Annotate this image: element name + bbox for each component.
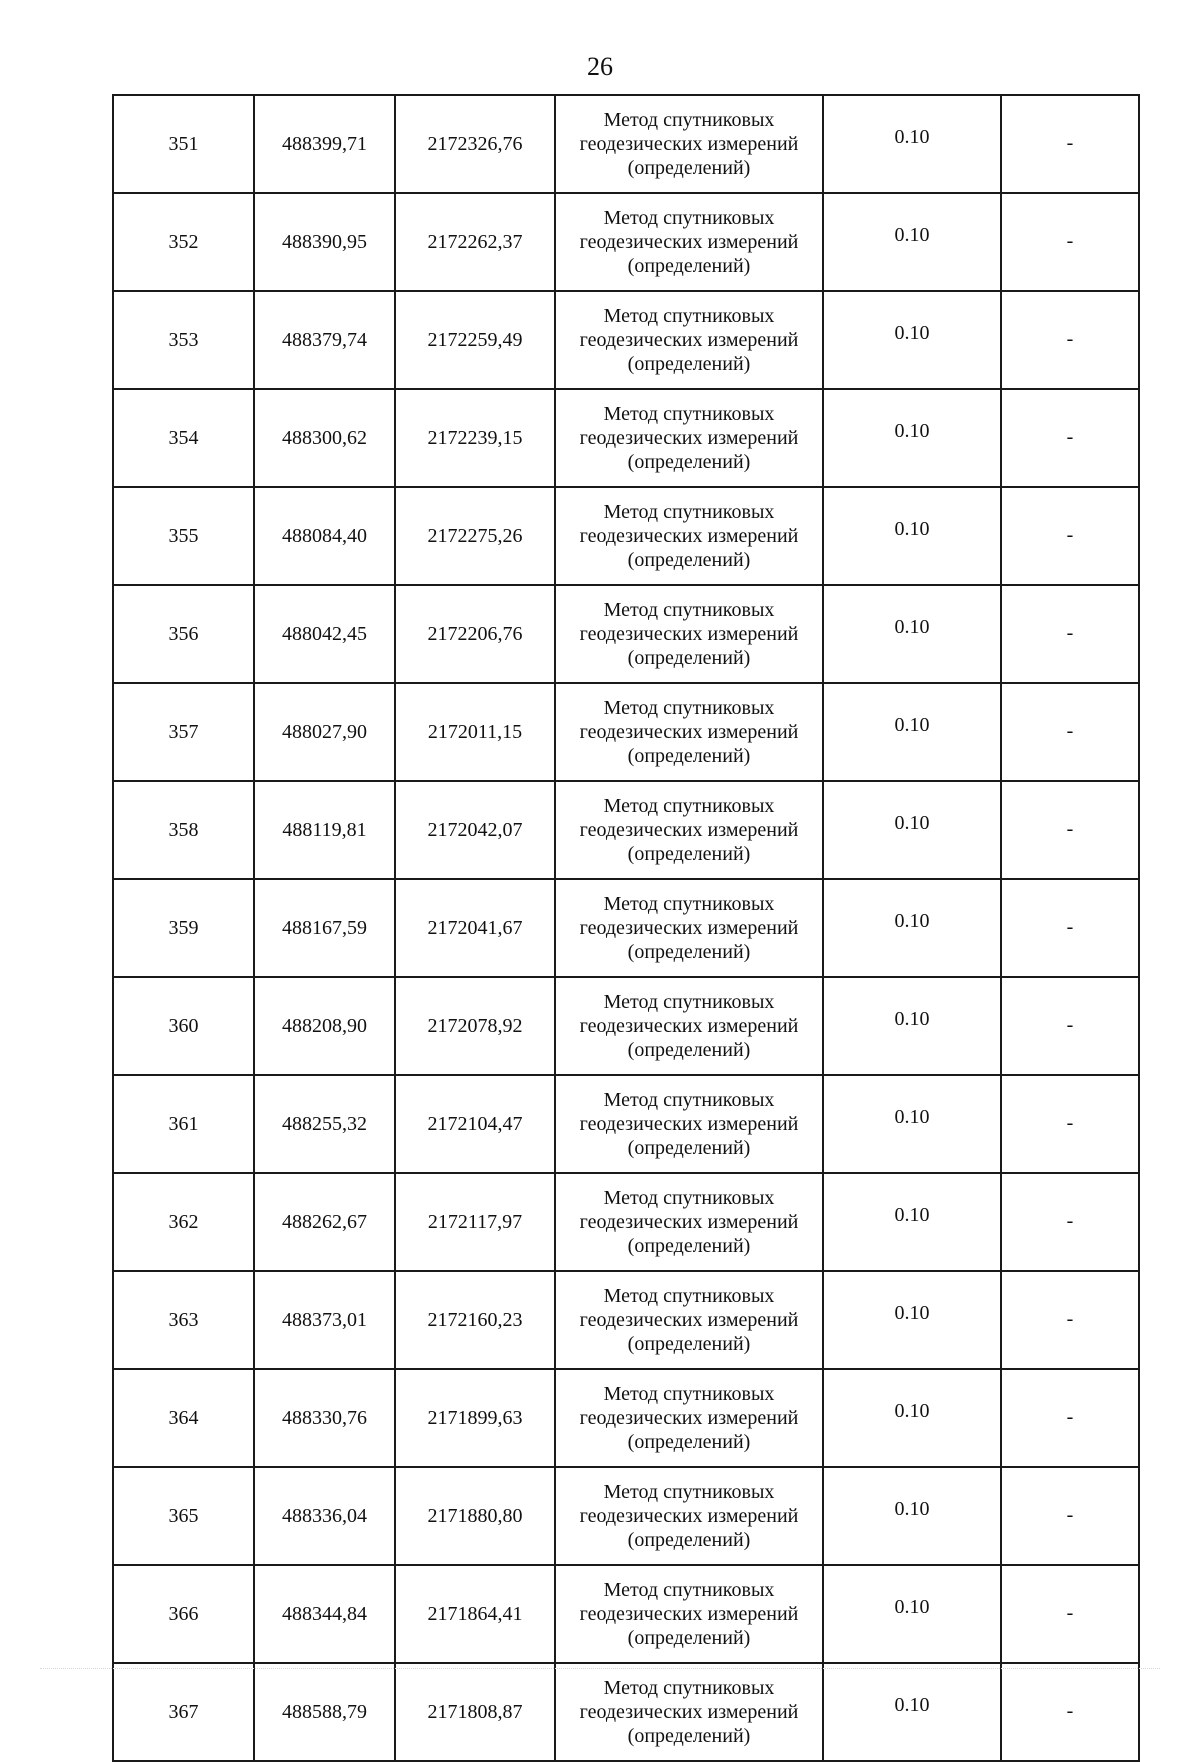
method-line: Метод спутниковых — [603, 109, 775, 131]
point-number-cell: 360 — [113, 977, 254, 1075]
table-row — [113, 585, 1139, 683]
accuracy-cell: 0.10 — [823, 193, 1001, 291]
point-number-cell: 363 — [113, 1271, 254, 1369]
point-number-cell: 358 — [113, 781, 254, 879]
accuracy-cell: 0.10 — [823, 389, 1001, 487]
accuracy-cell: 0.10 — [823, 1467, 1001, 1565]
table-row — [113, 977, 1139, 1075]
point-number-cell: 366 — [113, 1565, 254, 1663]
method-line: геодезических измерений — [579, 329, 799, 351]
table-row — [113, 781, 1139, 879]
accuracy-cell: 0.10 — [823, 487, 1001, 585]
x-coordinate-cell: 488588,79 — [254, 1663, 395, 1761]
x-coordinate-cell: 488119,81 — [254, 781, 395, 879]
method-cell — [555, 683, 823, 781]
table-row — [113, 1565, 1139, 1663]
extra-cell: - — [1001, 1663, 1139, 1761]
x-coordinate-cell: 488167,59 — [254, 879, 395, 977]
point-number-cell: 356 — [113, 585, 254, 683]
extra-cell: - — [1001, 487, 1139, 585]
extra-cell: - — [1001, 585, 1139, 683]
x-coordinate-cell: 488336,04 — [254, 1467, 395, 1565]
x-coordinate-cell: 488344,84 — [254, 1565, 395, 1663]
extra-cell: - — [1001, 389, 1139, 487]
point-number-cell: 364 — [113, 1369, 254, 1467]
x-coordinate-cell: 488084,40 — [254, 487, 395, 585]
method-line: Метод спутниковых — [603, 991, 775, 1013]
method-line: Метод спутниковых — [603, 893, 775, 915]
extra-cell: - — [1001, 879, 1139, 977]
accuracy-cell: 0.10 — [823, 1369, 1001, 1467]
accuracy-cell: 0.10 — [823, 977, 1001, 1075]
point-number-cell: 354 — [113, 389, 254, 487]
method-cell — [555, 193, 823, 291]
point-number-cell: 357 — [113, 683, 254, 781]
y-coordinate-cell: 2172104,47 — [395, 1075, 555, 1173]
accuracy-cell: 0.10 — [823, 1663, 1001, 1761]
accuracy-cell: 0.10 — [823, 879, 1001, 977]
method-line: геодезических измерений — [579, 1309, 799, 1331]
coordinates-table-body — [113, 95, 1139, 1761]
method-line: (определений) — [627, 1235, 751, 1257]
method-line: Метод спутниковых — [603, 1481, 775, 1503]
method-line: (определений) — [627, 353, 751, 375]
x-coordinate-cell: 488027,90 — [254, 683, 395, 781]
method-cell — [555, 1173, 823, 1271]
method-line: геодезических измерений — [579, 1015, 799, 1037]
point-number-cell: 351 — [113, 95, 254, 193]
table-row — [113, 291, 1139, 389]
x-coordinate-cell: 488373,01 — [254, 1271, 395, 1369]
accuracy-cell: 0.10 — [823, 781, 1001, 879]
method-line: геодезических измерений — [579, 1211, 799, 1233]
method-line: геодезических измерений — [579, 1113, 799, 1135]
y-coordinate-cell: 2172041,67 — [395, 879, 555, 977]
method-line: геодезических измерений — [579, 133, 799, 155]
table-row — [113, 95, 1139, 193]
method-line: Метод спутниковых — [603, 305, 775, 327]
x-coordinate-cell: 488390,95 — [254, 193, 395, 291]
method-line: геодезических измерений — [579, 819, 799, 841]
y-coordinate-cell: 2172239,15 — [395, 389, 555, 487]
method-line: Метод спутниковых — [603, 1677, 775, 1699]
y-coordinate-cell: 2172259,49 — [395, 291, 555, 389]
method-line: (определений) — [627, 1529, 751, 1551]
method-cell — [555, 1663, 823, 1761]
x-coordinate-cell: 488379,74 — [254, 291, 395, 389]
extra-cell: - — [1001, 781, 1139, 879]
method-line: геодезических измерений — [579, 525, 799, 547]
method-line: Метод спутниковых — [603, 207, 775, 229]
method-line: (определений) — [627, 745, 751, 767]
method-line: Метод спутниковых — [603, 795, 775, 817]
extra-cell: - — [1001, 1075, 1139, 1173]
y-coordinate-cell: 2171880,80 — [395, 1467, 555, 1565]
y-coordinate-cell: 2171899,63 — [395, 1369, 555, 1467]
method-line: (определений) — [627, 1627, 751, 1649]
accuracy-cell: 0.10 — [823, 683, 1001, 781]
method-line: Метод спутниковых — [603, 1089, 775, 1111]
method-line: (определений) — [627, 647, 751, 669]
method-cell — [555, 1271, 823, 1369]
extra-cell: - — [1001, 291, 1139, 389]
table-row — [113, 487, 1139, 585]
extra-cell: - — [1001, 1467, 1139, 1565]
method-line: геодезических измерений — [579, 1407, 799, 1429]
method-line: Метод спутниковых — [603, 1579, 775, 1601]
method-cell — [555, 1467, 823, 1565]
method-cell — [555, 291, 823, 389]
x-coordinate-cell: 488208,90 — [254, 977, 395, 1075]
method-line: (определений) — [627, 255, 751, 277]
table-row — [113, 1467, 1139, 1565]
method-line: Метод спутниковых — [603, 501, 775, 523]
method-line: (определений) — [627, 1333, 751, 1355]
accuracy-cell: 0.10 — [823, 585, 1001, 683]
y-coordinate-cell: 2172275,26 — [395, 487, 555, 585]
method-cell — [555, 1369, 823, 1467]
table-row — [113, 1369, 1139, 1467]
method-cell — [555, 389, 823, 487]
y-coordinate-cell: 2172160,23 — [395, 1271, 555, 1369]
accuracy-cell: 0.10 — [823, 1173, 1001, 1271]
method-line: Метод спутниковых — [603, 1285, 775, 1307]
method-line: геодезических измерений — [579, 1701, 799, 1723]
y-coordinate-cell: 2172326,76 — [395, 95, 555, 193]
point-number-cell: 353 — [113, 291, 254, 389]
method-line: Метод спутниковых — [603, 403, 775, 425]
x-coordinate-cell: 488330,76 — [254, 1369, 395, 1467]
x-coordinate-cell: 488042,45 — [254, 585, 395, 683]
y-coordinate-cell: 2171864,41 — [395, 1565, 555, 1663]
point-number-cell: 361 — [113, 1075, 254, 1173]
y-coordinate-cell: 2171808,87 — [395, 1663, 555, 1761]
method-line: геодезических измерений — [579, 721, 799, 743]
y-coordinate-cell: 2172011,15 — [395, 683, 555, 781]
method-line: Метод спутниковых — [603, 599, 775, 621]
method-cell — [555, 95, 823, 193]
method-line: (определений) — [627, 1137, 751, 1159]
extra-cell: - — [1001, 193, 1139, 291]
extra-cell: - — [1001, 1173, 1139, 1271]
y-coordinate-cell: 2172262,37 — [395, 193, 555, 291]
method-cell — [555, 1075, 823, 1173]
point-number-cell: 367 — [113, 1663, 254, 1761]
point-number-cell: 365 — [113, 1467, 254, 1565]
coordinates-table — [112, 94, 1140, 1762]
table-row — [113, 879, 1139, 977]
y-coordinate-cell: 2172117,97 — [395, 1173, 555, 1271]
page-number: 26 — [587, 52, 613, 81]
x-coordinate-cell: 488262,67 — [254, 1173, 395, 1271]
x-coordinate-cell: 488300,62 — [254, 389, 395, 487]
y-coordinate-cell: 2172042,07 — [395, 781, 555, 879]
method-line: геодезических измерений — [579, 427, 799, 449]
method-cell — [555, 487, 823, 585]
method-line: геодезических измерений — [579, 623, 799, 645]
method-line: Метод спутниковых — [603, 1187, 775, 1209]
method-line: геодезических измерений — [579, 231, 799, 253]
y-coordinate-cell: 2172078,92 — [395, 977, 555, 1075]
point-number-cell: 355 — [113, 487, 254, 585]
method-cell — [555, 879, 823, 977]
x-coordinate-cell: 488399,71 — [254, 95, 395, 193]
method-line: геодезических измерений — [579, 1603, 799, 1625]
extra-cell: - — [1001, 95, 1139, 193]
table-row — [113, 193, 1139, 291]
extra-cell: - — [1001, 1271, 1139, 1369]
method-line: геодезических измерений — [579, 1505, 799, 1527]
scan-artifact-line — [40, 1668, 1160, 1670]
method-line: (определений) — [627, 157, 751, 179]
table-row — [113, 683, 1139, 781]
method-line: (определений) — [627, 1725, 751, 1747]
table-row — [113, 389, 1139, 487]
method-cell — [555, 977, 823, 1075]
accuracy-cell: 0.10 — [823, 95, 1001, 193]
table-row — [113, 1173, 1139, 1271]
method-line: (определений) — [627, 549, 751, 571]
point-number-cell: 359 — [113, 879, 254, 977]
x-coordinate-cell: 488255,32 — [254, 1075, 395, 1173]
table-row — [113, 1075, 1139, 1173]
point-number-cell: 352 — [113, 193, 254, 291]
method-cell — [555, 781, 823, 879]
method-cell — [555, 1565, 823, 1663]
y-coordinate-cell: 2172206,76 — [395, 585, 555, 683]
accuracy-cell: 0.10 — [823, 1271, 1001, 1369]
method-cell — [555, 585, 823, 683]
extra-cell: - — [1001, 1369, 1139, 1467]
method-line: (определений) — [627, 1039, 751, 1061]
accuracy-cell: 0.10 — [823, 1565, 1001, 1663]
method-line: геодезических измерений — [579, 917, 799, 939]
method-line: (определений) — [627, 451, 751, 473]
accuracy-cell: 0.10 — [823, 291, 1001, 389]
method-line: (определений) — [627, 843, 751, 865]
accuracy-cell: 0.10 — [823, 1075, 1001, 1173]
method-line: (определений) — [627, 1431, 751, 1453]
table-row — [113, 1663, 1139, 1761]
table-row — [113, 1271, 1139, 1369]
method-line: (определений) — [627, 941, 751, 963]
extra-cell: - — [1001, 683, 1139, 781]
point-number-cell: 362 — [113, 1173, 254, 1271]
extra-cell: - — [1001, 977, 1139, 1075]
method-line: Метод спутниковых — [603, 697, 775, 719]
extra-cell: - — [1001, 1565, 1139, 1663]
method-line: Метод спутниковых — [603, 1383, 775, 1405]
